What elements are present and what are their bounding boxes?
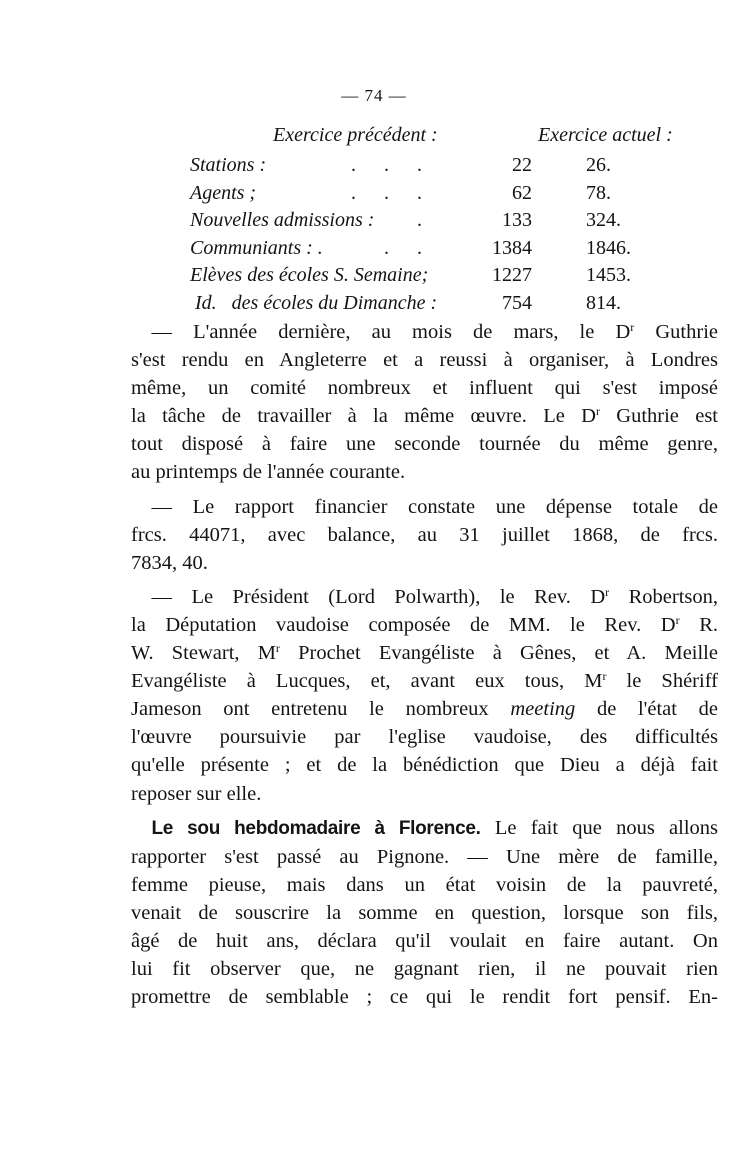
text-line: [131, 318, 718, 346]
text-run: Evangéliste à Lucques, et, avant eux tous, M: [131, 670, 603, 693]
text-line: [131, 583, 718, 611]
text-line: au printemps de l'année courante.: [131, 461, 406, 484]
row-label: Agents ;: [190, 181, 257, 204]
text-line: rapporter s'est passé au Pignone. — Une mère de famille,: [131, 845, 718, 868]
row-label: Id. des écoles du Dimanche :: [190, 291, 438, 314]
italic-term: meeting: [510, 698, 576, 721]
text-run: la tâche de travailler à la même œuvre. Le D: [131, 405, 596, 428]
text-line: [131, 493, 718, 521]
text-run: de l'état de: [575, 698, 718, 721]
table-row: [180, 209, 700, 237]
current-value: 1453.: [586, 264, 631, 287]
leader-dots: ..: [384, 236, 450, 259]
table-row: [180, 154, 700, 182]
text-line: [131, 814, 718, 843]
text-line: [131, 667, 718, 695]
text-line: l'œuvre poursuivie par l'eglise vaudoise, des difficultés: [131, 726, 718, 749]
row-label: Elèves des écoles S. Semaine;: [190, 264, 429, 287]
text-line: frcs. 44071, avec balance, au 31 juillet 1868, de frcs.: [131, 523, 718, 546]
current-value: 814.: [586, 291, 621, 314]
text-run: Guthrie: [634, 321, 718, 343]
text-line: lui fit observer que, ne gagnant rien, il ne pouvait rien: [131, 958, 718, 981]
text-run: la Députation vaudoise composée de MM. le Rev. D: [131, 613, 676, 636]
header-previous-year: Exercice précédent :: [273, 124, 438, 146]
text-line: venait de souscrire la somme en question, lorsque son fils,: [131, 901, 718, 924]
superscript: r: [595, 404, 600, 419]
table-row: [180, 264, 700, 292]
text-line: tout disposé à faire une seconde tournée du même genre,: [131, 433, 718, 456]
header-current-year: Exercice actuel :: [538, 124, 673, 146]
current-value: 1846.: [586, 236, 631, 259]
superscript: r: [675, 612, 680, 627]
text-line: même, un comité nombreux et influent qui s'est imposé: [131, 377, 718, 400]
page-number: — 74 —: [341, 86, 407, 105]
text-line: [131, 611, 718, 639]
text-run: — L'année dernière, au mois de mars, le D: [151, 321, 631, 343]
previous-value: 62: [512, 181, 532, 204]
current-value: 78.: [586, 181, 611, 204]
row-label: Communiants : .: [190, 236, 323, 259]
table-row: [180, 182, 700, 210]
text-run: Prochet Evangéliste à Gênes, et A. Meille: [279, 642, 718, 665]
previous-value: 22: [512, 154, 532, 176]
leader-dots: ...: [351, 154, 450, 176]
paragraph-meeting: [131, 583, 718, 808]
superscript: r: [602, 669, 607, 684]
text-run: Le fait que nous allons: [480, 816, 719, 839]
text-line: [131, 639, 718, 667]
text-run: Jameson ont entretenu le nombreux: [131, 698, 511, 721]
text-line: reposer sur elle.: [131, 782, 262, 805]
leader-dots: .: [417, 209, 450, 232]
text-line: 7834, 40.: [131, 551, 208, 574]
text-run: R.: [679, 613, 718, 636]
previous-value: 1227: [492, 264, 532, 287]
paragraph-guthrie: [131, 318, 718, 487]
body-text: [131, 318, 718, 1011]
text-run: le Shériff: [606, 670, 718, 693]
text-run: — Le rapport financier constate une dépense totale de: [151, 495, 718, 518]
superscript: r: [605, 584, 610, 599]
text-line: âgé de huit ans, déclara qu'il voulait en faire autant. On: [131, 929, 718, 952]
text-line: [131, 695, 718, 723]
row-label: Nouvelles admissions :: [190, 209, 375, 232]
paragraph-sou-hebdomadaire: [131, 814, 718, 1012]
text-line: femme pieuse, mais dans un état voisin de la pauvreté,: [131, 873, 718, 896]
text-run: Robertson,: [609, 585, 718, 608]
text-line: s'est rendu en Angleterre et a reussi à organiser, à Londres: [131, 349, 718, 372]
text-run: W. Stewart, M: [131, 642, 276, 665]
paragraph-financial-report: [131, 493, 718, 577]
table-header: [180, 124, 700, 154]
current-value: 26.: [586, 154, 611, 176]
statistics-table: [180, 124, 700, 320]
previous-value: 1384: [492, 236, 532, 259]
text-run: Guthrie est: [599, 405, 718, 428]
previous-value: 754: [502, 291, 532, 314]
superscript: r: [275, 641, 280, 656]
row-label: Stations :: [190, 154, 267, 176]
table-row: [180, 292, 700, 320]
text-run: — Le Président (Lord Polwarth), le Rev. D: [151, 585, 606, 608]
current-value: 324.: [586, 209, 621, 232]
leader-dots: ...: [351, 181, 450, 204]
table-row: [180, 237, 700, 265]
previous-value: 133: [502, 209, 532, 232]
superscript: r: [630, 320, 635, 334]
section-heading: Le sou hebdomadaire à Florence.: [151, 817, 481, 839]
text-line: promettre de semblable ; ce qui le rendit fort pensif. En-: [131, 986, 718, 1009]
text-line: qu'elle présente ; et de la bénédiction que Dieu a déjà fait: [131, 754, 718, 777]
text-line: [131, 402, 718, 430]
